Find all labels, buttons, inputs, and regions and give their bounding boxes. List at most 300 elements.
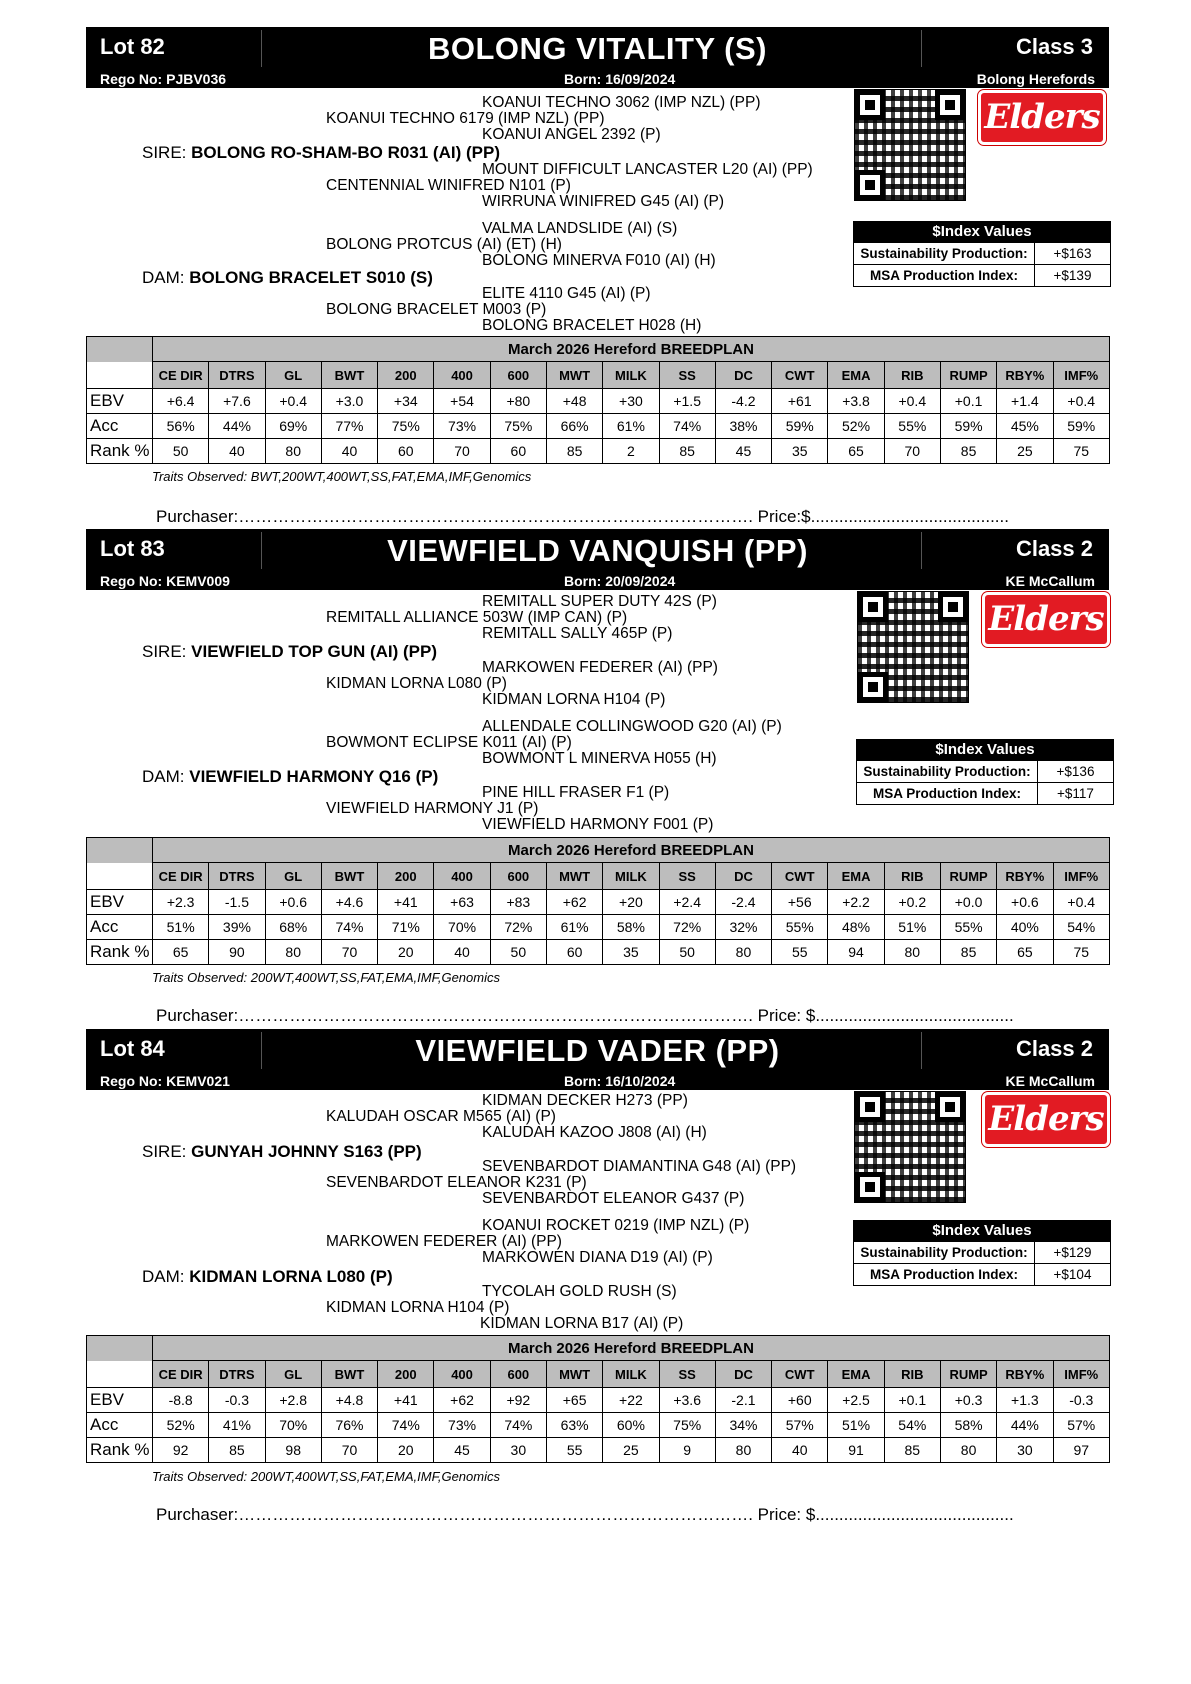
table-cell: 61% xyxy=(546,915,602,940)
pedigree-ssd: KALUDAH KAZOO J808 (AI) (H) xyxy=(482,1124,707,1141)
table-cell: 70 xyxy=(434,439,490,464)
pedigree-sdd: SEVENBARDOT ELEANOR G437 (P) xyxy=(482,1190,745,1207)
dam-name: VIEWFIELD HARMONY Q16 (P) xyxy=(189,767,439,786)
table-cell: +2.8 xyxy=(265,1388,321,1413)
pedigree-sds: SEVENBARDOT DIAMANTINA G48 (AI) (PP) xyxy=(482,1158,797,1175)
dam-line xyxy=(142,268,433,288)
column-header: RBY% xyxy=(997,863,1053,890)
lot-card xyxy=(0,27,1191,527)
lot-subheader-bar xyxy=(86,1072,1109,1090)
table-cell: 57% xyxy=(772,1413,828,1438)
table-cell: 72% xyxy=(659,915,715,940)
pedigree-ss: KALUDAH OSCAR M565 (AI) (P) xyxy=(326,1108,556,1125)
table-cell: 25 xyxy=(603,1438,659,1463)
table-cell: +54 xyxy=(434,389,490,414)
table-cell: 41% xyxy=(209,1413,265,1438)
column-header: MILK xyxy=(603,863,659,890)
table-cell: 70 xyxy=(321,940,377,965)
column-header: SS xyxy=(659,863,715,890)
pedigree-ss: KOANUI TECHNO 6179 (IMP NZL) (PP) xyxy=(326,110,605,127)
purchaser-field[interactable]: ………………………………………………………………………………. xyxy=(238,507,753,526)
table-cell: +0.3 xyxy=(940,1388,996,1413)
sire-label: SIRE: xyxy=(142,1142,187,1161)
column-header: RIB xyxy=(884,863,940,890)
pedigree-sdd: WIRRUNA WINIFRED G45 (AI) (P) xyxy=(482,193,724,210)
pedigree-dss: VALMA LANDSLIDE (AI) (S) xyxy=(482,220,678,237)
table-cell: +0.0 xyxy=(940,890,996,915)
pedigree-sss: REMITALL SUPER DUTY 42S (P) xyxy=(482,593,717,610)
table-cell: 65 xyxy=(828,439,884,464)
table-cell: 50 xyxy=(490,940,546,965)
table-row xyxy=(87,414,1110,439)
table-cell: +41 xyxy=(378,890,434,915)
table-cell: 75 xyxy=(1053,439,1110,464)
table-cell: +3.6 xyxy=(659,1388,715,1413)
index-title: $Index Values xyxy=(854,222,1110,242)
table-cell: +65 xyxy=(546,1388,602,1413)
sustain-label: Sustainability Production: xyxy=(854,1242,1035,1263)
pedigree-dd: BOLONG BRACELET M003 (P) xyxy=(326,301,547,318)
sire-line xyxy=(142,1142,422,1162)
table-corner xyxy=(87,838,153,863)
column-header: MWT xyxy=(546,863,602,890)
rego-number: Rego No: PJBV036 xyxy=(100,71,227,87)
rego-number: Rego No: KEMV021 xyxy=(100,1073,230,1089)
table-cell: +0.1 xyxy=(884,1388,940,1413)
price-field[interactable]: .......................................... xyxy=(810,507,1009,526)
column-header: 200 xyxy=(378,362,434,389)
table-cell: 92 xyxy=(153,1438,209,1463)
table-cell: +83 xyxy=(490,890,546,915)
column-header: DC xyxy=(715,863,771,890)
table-corner xyxy=(87,1336,153,1361)
column-header: RIB xyxy=(884,1361,940,1388)
lot-card xyxy=(0,1029,1191,1529)
table-cell: +0.4 xyxy=(1053,890,1110,915)
table-cell: 74% xyxy=(321,915,377,940)
row-label: Rank % xyxy=(87,1438,153,1463)
table-cell: +0.4 xyxy=(884,389,940,414)
breedplan-table xyxy=(86,1335,1110,1463)
table-cell: 54% xyxy=(1053,915,1110,940)
column-header: DTRS xyxy=(209,362,265,389)
table-cell: +3.0 xyxy=(321,389,377,414)
table-cell: 63% xyxy=(546,1413,602,1438)
table-cell: +4.8 xyxy=(321,1388,377,1413)
table-cell: 45% xyxy=(997,414,1053,439)
table-cell: -2.4 xyxy=(715,890,771,915)
table-row xyxy=(87,940,1110,965)
price-label: Price: $ xyxy=(757,1006,816,1025)
pedigree-dsd: BOLONG MINERVA F010 (AI) (H) xyxy=(482,252,716,269)
table-cell: 66% xyxy=(546,414,602,439)
dam-line xyxy=(142,767,438,787)
breedplan-caption: March 2026 Hereford BREEDPLAN xyxy=(153,838,1110,863)
table-cell: -2.1 xyxy=(715,1388,771,1413)
column-header: CE DIR xyxy=(153,362,209,389)
purchaser-line xyxy=(156,1006,1014,1026)
table-cell: 55% xyxy=(772,915,828,940)
column-header: IMF% xyxy=(1053,362,1110,389)
column-header: CE DIR xyxy=(153,1361,209,1388)
table-cell: 45 xyxy=(434,1438,490,1463)
table-cell: 80 xyxy=(884,940,940,965)
sire-label: SIRE: xyxy=(142,642,187,661)
table-cell: +34 xyxy=(378,389,434,414)
table-cell: 97 xyxy=(1053,1438,1110,1463)
column-header: IMF% xyxy=(1053,863,1110,890)
column-header: SS xyxy=(659,362,715,389)
row-label: Acc xyxy=(87,1413,153,1438)
table-cell: 61% xyxy=(603,414,659,439)
breeder-name: Bolong Herefords xyxy=(976,71,1095,87)
table-cell: 45 xyxy=(715,439,771,464)
table-cell: 32% xyxy=(715,915,771,940)
table-cell: 73% xyxy=(434,414,490,439)
table-cell: +0.4 xyxy=(265,389,321,414)
table-cell: 51% xyxy=(884,915,940,940)
table-cell: -0.3 xyxy=(209,1388,265,1413)
table-cell: 59% xyxy=(1053,414,1110,439)
traits-observed: Traits Observed: BWT,200WT,400WT,SS,FAT,EMA,IMF,Genomics xyxy=(152,469,532,484)
table-cell: 72% xyxy=(490,915,546,940)
msa-value: +$139 xyxy=(1053,268,1092,283)
pedigree-ds: MARKOWEN FEDERER (AI) (PP) xyxy=(326,1233,562,1250)
pedigree-ds: BOWMONT ECLIPSE K011 (AI) (P) xyxy=(326,734,572,751)
table-cell: 55 xyxy=(546,1438,602,1463)
table-cell: 85 xyxy=(209,1438,265,1463)
table-cell: +56 xyxy=(772,890,828,915)
table-cell: 65 xyxy=(997,940,1053,965)
table-cell: 56% xyxy=(153,414,209,439)
table-cell: 51% xyxy=(828,1413,884,1438)
column-header: MILK xyxy=(603,1361,659,1388)
table-cell: +61 xyxy=(772,389,828,414)
table-cell: 85 xyxy=(659,439,715,464)
sire-line xyxy=(142,143,500,163)
table-cell: 40 xyxy=(434,940,490,965)
msa-value: +$104 xyxy=(1053,1267,1092,1282)
index-values-box xyxy=(853,1220,1111,1286)
table-cell: +2.2 xyxy=(828,890,884,915)
column-header: CWT xyxy=(772,362,828,389)
column-header: MWT xyxy=(546,362,602,389)
purchaser-label: Purchaser: xyxy=(156,1006,239,1025)
table-cell: 75% xyxy=(490,414,546,439)
elders-logo: Elders xyxy=(982,592,1110,647)
column-header: EMA xyxy=(828,362,884,389)
column-header: 200 xyxy=(378,863,434,890)
column-header: 400 xyxy=(434,863,490,890)
pedigree-ss: REMITALL ALLIANCE 503W (IMP CAN) (P) xyxy=(326,609,628,626)
table-cell: 73% xyxy=(434,1413,490,1438)
pedigree-dd: VIEWFIELD HARMONY J1 (P) xyxy=(326,800,539,817)
table-cell: 39% xyxy=(209,915,265,940)
sustain-label: Sustainability Production: xyxy=(857,761,1038,782)
lot-header-bar xyxy=(86,1029,1109,1072)
table-cell: -4.2 xyxy=(715,389,771,414)
table-row xyxy=(87,1438,1110,1463)
row-label: Rank % xyxy=(87,439,153,464)
table-cell: +92 xyxy=(490,1388,546,1413)
table-row xyxy=(87,389,1110,414)
column-header: DC xyxy=(715,1361,771,1388)
table-corner xyxy=(87,362,153,389)
column-header: CE DIR xyxy=(153,863,209,890)
table-cell: +1.4 xyxy=(997,389,1053,414)
pedigree-dds: TYCOLAH GOLD RUSH (S) xyxy=(482,1283,677,1300)
purchaser-line xyxy=(156,1505,1014,1525)
column-header: EMA xyxy=(828,1361,884,1388)
birth-date: Born: 16/09/2024 xyxy=(564,71,676,87)
pedigree-sd: KIDMAN LORNA L080 (P) xyxy=(326,675,507,692)
traits-observed: Traits Observed: 200WT,400WT,SS,FAT,EMA,IMF,Genomics xyxy=(152,1469,500,1484)
table-cell: 85 xyxy=(940,439,996,464)
table-cell: 98 xyxy=(265,1438,321,1463)
pedigree-sdd: KIDMAN LORNA H104 (P) xyxy=(482,691,666,708)
price-label: Price: $ xyxy=(757,1505,816,1524)
row-label: Acc xyxy=(87,915,153,940)
dam-name: KIDMAN LORNA L080 (P) xyxy=(189,1267,393,1286)
breedplan-table xyxy=(86,837,1110,965)
rego-number: Rego No: KEMV009 xyxy=(100,573,230,589)
pedigree-ddd: VIEWFIELD HARMONY F001 (P) xyxy=(482,816,714,833)
table-cell: +62 xyxy=(546,890,602,915)
animal-name: VIEWFIELD VADER (PP) xyxy=(415,1033,780,1068)
table-cell: 54% xyxy=(884,1413,940,1438)
table-cell: 75% xyxy=(659,1413,715,1438)
dam-label: DAM: xyxy=(142,268,185,287)
table-cell: 76% xyxy=(321,1413,377,1438)
sustain-value: +$136 xyxy=(1056,764,1095,779)
table-cell: +2.3 xyxy=(153,890,209,915)
table-cell: 75 xyxy=(1053,940,1110,965)
column-header: 400 xyxy=(434,362,490,389)
table-cell: 50 xyxy=(153,439,209,464)
table-cell: +62 xyxy=(434,1388,490,1413)
table-cell: +0.1 xyxy=(940,389,996,414)
table-cell: 80 xyxy=(265,940,321,965)
price-field[interactable]: .......................................... xyxy=(815,1006,1014,1025)
qr-code[interactable] xyxy=(858,592,968,702)
row-label: EBV xyxy=(87,1388,153,1413)
table-cell: +60 xyxy=(772,1388,828,1413)
table-cell: 2 xyxy=(603,439,659,464)
pedigree-ds: BOLONG PROTCUS (AI) (ET) (H) xyxy=(326,236,562,253)
table-cell: +0.6 xyxy=(265,890,321,915)
sire-name: VIEWFIELD TOP GUN (AI) (PP) xyxy=(191,642,438,661)
table-corner xyxy=(87,863,153,890)
sire-name: BOLONG RO-SHAM-BO R031 (AI) (PP) xyxy=(191,143,500,162)
breedplan-caption: March 2026 Hereford BREEDPLAN xyxy=(153,1336,1110,1361)
column-header: 600 xyxy=(490,1361,546,1388)
table-cell: 70% xyxy=(265,1413,321,1438)
table-cell: 35 xyxy=(772,439,828,464)
price-field[interactable]: .......................................... xyxy=(815,1505,1014,1524)
table-cell: 44% xyxy=(997,1413,1053,1438)
sire-name: GUNYAH JOHNNY S163 (PP) xyxy=(191,1142,422,1161)
table-cell: 44% xyxy=(209,414,265,439)
index-values-box xyxy=(853,221,1111,287)
pedigree-dds: ELITE 4110 G45 (AI) (P) xyxy=(482,285,651,302)
lot-header-bar xyxy=(86,529,1109,572)
table-cell: 94 xyxy=(828,940,884,965)
column-header: DTRS xyxy=(209,863,265,890)
table-cell: -1.5 xyxy=(209,890,265,915)
table-cell: 77% xyxy=(321,414,377,439)
table-cell: +80 xyxy=(490,389,546,414)
table-cell: 60 xyxy=(378,439,434,464)
column-header: GL xyxy=(265,863,321,890)
lot-number: Lot 82 xyxy=(100,34,165,59)
table-cell: +0.6 xyxy=(997,890,1053,915)
column-header: SS xyxy=(659,1361,715,1388)
table-cell: +1.5 xyxy=(659,389,715,414)
table-cell: 68% xyxy=(265,915,321,940)
table-cell: 40% xyxy=(997,915,1053,940)
table-cell: 40 xyxy=(209,439,265,464)
pedigree-sds: MOUNT DIFFICULT LANCASTER L20 (AI) (PP) xyxy=(482,161,813,178)
msa-value: +$117 xyxy=(1057,786,1094,801)
column-header: 400 xyxy=(434,1361,490,1388)
table-cell: -0.3 xyxy=(1053,1388,1110,1413)
purchaser-field[interactable]: ………………………………………………………………………………. xyxy=(238,1505,753,1524)
column-header: GL xyxy=(265,362,321,389)
table-cell: 70% xyxy=(434,915,490,940)
table-cell: 90 xyxy=(209,940,265,965)
pedigree-dss: ALLENDALE COLLINGWOOD G20 (AI) (P) xyxy=(482,718,782,735)
column-header: RBY% xyxy=(997,362,1053,389)
breedplan-caption: March 2026 Hereford BREEDPLAN xyxy=(153,337,1110,362)
table-cell: 50 xyxy=(659,940,715,965)
sustain-value: +$163 xyxy=(1053,246,1092,261)
purchaser-line xyxy=(156,507,1009,527)
table-cell: 38% xyxy=(715,414,771,439)
qr-code[interactable] xyxy=(855,90,965,200)
qr-code[interactable] xyxy=(855,1092,965,1202)
table-cell: 58% xyxy=(603,915,659,940)
table-cell: 20 xyxy=(378,1438,434,1463)
column-header: GL xyxy=(265,1361,321,1388)
table-cell: -8.8 xyxy=(153,1388,209,1413)
table-cell: +2.5 xyxy=(828,1388,884,1413)
column-header: RIB xyxy=(884,362,940,389)
breeder-name: KE McCallum xyxy=(1005,573,1095,589)
table-cell: 59% xyxy=(772,414,828,439)
msa-label: MSA Production Index: xyxy=(854,1264,1035,1285)
table-cell: 34% xyxy=(715,1413,771,1438)
table-cell: 74% xyxy=(378,1413,434,1438)
birth-date: Born: 20/09/2024 xyxy=(564,573,676,589)
birth-date: Born: 16/10/2024 xyxy=(564,1073,676,1089)
lot-subheader-bar xyxy=(86,70,1109,88)
dam-name: BOLONG BRACELET S010 (S) xyxy=(189,268,433,287)
pedigree-sd: CENTENNIAL WINIFRED N101 (P) xyxy=(326,177,571,194)
table-cell: 85 xyxy=(940,940,996,965)
table-corner xyxy=(87,1361,153,1388)
table-cell: +0.2 xyxy=(884,890,940,915)
sire-line xyxy=(142,642,437,662)
table-row xyxy=(87,1388,1110,1413)
table-cell: 25 xyxy=(997,439,1053,464)
dam-label: DAM: xyxy=(142,1267,185,1286)
sustain-value: +$129 xyxy=(1053,1245,1092,1260)
index-title: $Index Values xyxy=(854,1221,1110,1241)
column-header: 600 xyxy=(490,362,546,389)
table-cell: 80 xyxy=(715,1438,771,1463)
table-cell: 40 xyxy=(772,1438,828,1463)
lot-number: Lot 83 xyxy=(100,536,165,561)
column-header: MILK xyxy=(603,362,659,389)
pedigree-ddd: KIDMAN LORNA B17 (AI) (P) xyxy=(480,1315,684,1332)
table-row xyxy=(87,890,1110,915)
pedigree-ssd: KOANUI ANGEL 2392 (P) xyxy=(482,126,661,143)
dam-label: DAM: xyxy=(142,767,185,786)
table-cell: 75% xyxy=(378,414,434,439)
pedigree-ssd: REMITALL SALLY 465P (P) xyxy=(482,625,673,642)
table-cell: 58% xyxy=(940,1413,996,1438)
table-cell: 80 xyxy=(265,439,321,464)
table-cell: 85 xyxy=(546,439,602,464)
column-header: MWT xyxy=(546,1361,602,1388)
table-cell: 40 xyxy=(321,439,377,464)
table-cell: +48 xyxy=(546,389,602,414)
table-cell: 52% xyxy=(828,414,884,439)
row-label: EBV xyxy=(87,890,153,915)
table-cell: 70 xyxy=(321,1438,377,1463)
pedigree-sds: MARKOWEN FEDERER (AI) (PP) xyxy=(482,659,718,676)
pedigree-dds: PINE HILL FRASER F1 (P) xyxy=(482,784,670,801)
column-header: IMF% xyxy=(1053,1361,1110,1388)
row-label: Acc xyxy=(87,414,153,439)
table-cell: +63 xyxy=(434,890,490,915)
table-cell: +30 xyxy=(603,389,659,414)
table-cell: 30 xyxy=(490,1438,546,1463)
animal-name: VIEWFIELD VANQUISH (PP) xyxy=(387,533,808,568)
table-cell: 52% xyxy=(153,1413,209,1438)
table-cell: 9 xyxy=(659,1438,715,1463)
table-cell: 85 xyxy=(884,1438,940,1463)
animal-name: BOLONG VITALITY (S) xyxy=(427,31,767,66)
table-cell: 80 xyxy=(940,1438,996,1463)
table-cell: 35 xyxy=(603,940,659,965)
table-cell: 80 xyxy=(715,940,771,965)
table-cell: +6.4 xyxy=(153,389,209,414)
table-cell: 57% xyxy=(1053,1413,1110,1438)
table-row xyxy=(87,915,1110,940)
class-label: Class 2 xyxy=(1015,1036,1093,1061)
column-header: BWT xyxy=(321,362,377,389)
index-title: $Index Values xyxy=(857,740,1113,760)
table-cell: 48% xyxy=(828,915,884,940)
purchaser-field[interactable]: ………………………………………………………………………………. xyxy=(238,1006,753,1025)
column-header: 600 xyxy=(490,863,546,890)
pedigree-ddd: BOLONG BRACELET H028 (H) xyxy=(482,317,702,334)
table-cell: 60 xyxy=(546,940,602,965)
table-cell: 60 xyxy=(490,439,546,464)
pedigree-dd: KIDMAN LORNA H104 (P) xyxy=(326,1299,510,1316)
lot-header-bar xyxy=(86,27,1109,70)
row-label: EBV xyxy=(87,389,153,414)
table-cell: 74% xyxy=(490,1413,546,1438)
price-label: Price:$ xyxy=(757,507,811,526)
purchaser-label: Purchaser: xyxy=(156,507,239,526)
column-header: RUMP xyxy=(940,1361,996,1388)
column-header: RBY% xyxy=(997,1361,1053,1388)
pedigree-dss: KOANUI ROCKET 0219 (IMP NZL) (P) xyxy=(482,1217,750,1234)
table-cell: 59% xyxy=(940,414,996,439)
table-cell: 91 xyxy=(828,1438,884,1463)
